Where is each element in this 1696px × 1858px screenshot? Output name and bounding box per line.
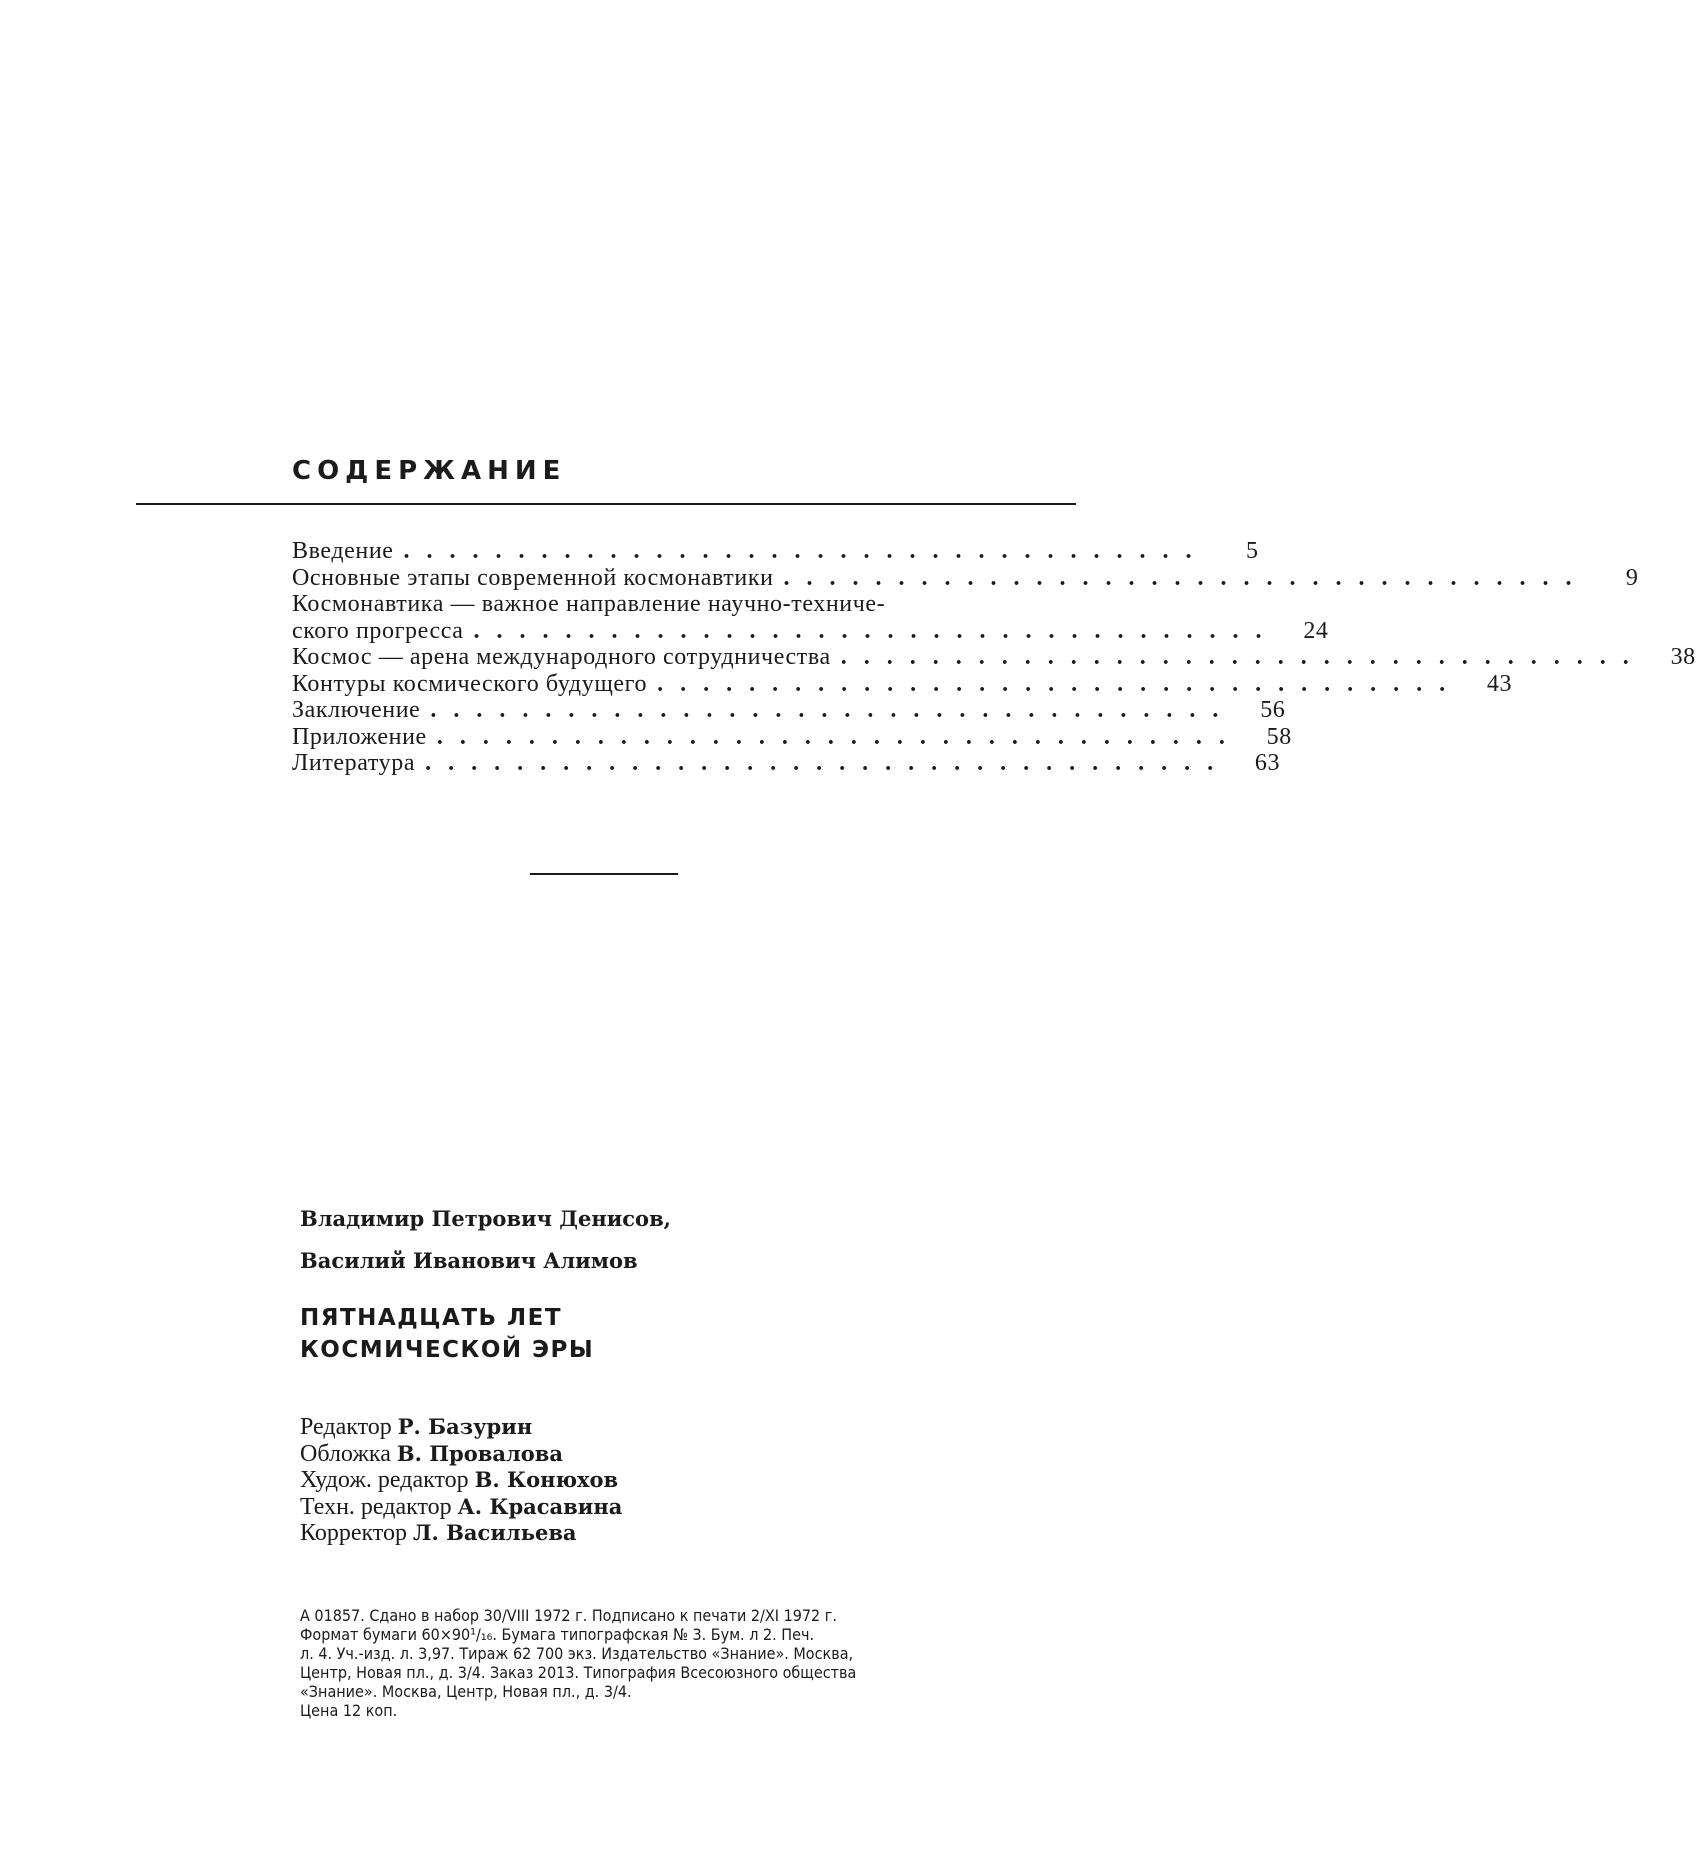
toc-entry-page: 9: [1625, 564, 1639, 591]
author-name: Владимир Петрович Денисов,: [300, 1206, 671, 1231]
book-title-line: ПЯТНАДЦАТЬ ЛЕТ: [300, 1305, 563, 1331]
credit-role: Техн. редактор: [300, 1493, 452, 1520]
toc-dot-leader: ...................................: [425, 750, 1231, 776]
toc-entry: [292, 591, 1329, 644]
table-of-contents: [292, 538, 1696, 777]
toc-entry-title-line1: Космонавтика — важное направление научно-техниче-: [292, 591, 886, 617]
imprint-line: л. 4. Уч.-изд. л. 3,97. Тираж 62 700 экз. Издательство «Знание». Москва,: [300, 1644, 854, 1663]
book-title: [300, 1302, 594, 1366]
credit-role: Редактор: [300, 1414, 392, 1440]
credit-person: А. Красавина: [457, 1493, 623, 1519]
book-title-line: КОСМИЧЕСКОЙ ЭРЫ: [300, 1337, 595, 1363]
toc-dot-leader: ...................................: [840, 644, 1646, 670]
toc-dot-leader: ...................................: [657, 670, 1463, 697]
toc-entry-page: 58: [1266, 723, 1292, 750]
toc-entry-page: 63: [1254, 750, 1281, 776]
toc-entry: [292, 723, 1292, 751]
imprint-line: Цена 12 коп.: [300, 1701, 398, 1720]
toc-entry-page: 56: [1260, 697, 1286, 723]
credit-person: Л. Васильева: [412, 1520, 577, 1545]
toc-entry-title: Приложение: [292, 723, 427, 750]
credit-person: В. Провалова: [396, 1440, 563, 1466]
toc-entry-page: 5: [1245, 538, 1259, 564]
toc-entry: [292, 564, 1639, 592]
toc-entry-title: Космос — арена международного сотрудничества: [292, 644, 831, 670]
credits: [300, 1414, 622, 1547]
toc-heading: СОДЕРЖАНИЕ: [292, 456, 567, 486]
credit-role: Худож. редактор: [300, 1467, 469, 1493]
credit-person: В. Конюхов: [474, 1467, 619, 1492]
credit-person: Р. Базурин: [397, 1414, 533, 1439]
credit-role: Корректор: [300, 1520, 407, 1546]
toc-entry: [292, 750, 1281, 777]
imprint-line: «Знание». Москва, Центр, Новая пл., д. 3/4.: [300, 1682, 632, 1701]
section-divider: [530, 873, 678, 875]
toc-entry-title: Литература: [292, 750, 416, 776]
toc-entry: [292, 670, 1513, 698]
toc-entry-title: Введение: [292, 538, 394, 564]
toc-entry: [292, 644, 1696, 671]
imprint-line: А 01857. Сдано в набор 30/VIII 1972 г. Подписано к печати 2/XI 1972 г.: [300, 1606, 837, 1625]
credit-role: Обложка: [300, 1440, 391, 1467]
toc-divider: [136, 503, 1076, 505]
authors: [300, 1198, 671, 1282]
author-name: Василий Иванович Алимов: [300, 1248, 638, 1273]
toc-dot-leader: ...................................: [436, 723, 1242, 750]
imprint-line: Центр, Новая пл., д. 3/4. Заказ 2013. Типография Всесоюзного общества: [300, 1663, 857, 1682]
toc-entry-title: Контуры космического будущего: [292, 670, 648, 697]
toc-dot-leader: ...................................: [403, 538, 1209, 564]
toc-dot-leader: ...................................: [783, 564, 1589, 591]
toc-entry-title: Заключение: [292, 697, 421, 723]
toc-entry: [292, 538, 1259, 565]
toc-dot-leader: ...................................: [473, 617, 1279, 644]
credit-line: [300, 1414, 622, 1441]
credit-line: [300, 1520, 622, 1547]
toc-entry-title-line2: ского прогресса: [292, 617, 464, 644]
toc-dot-leader: ...................................: [430, 697, 1236, 723]
toc-entry-page: 43: [1486, 670, 1513, 697]
imprint-line: Формат бумаги 60×90¹/₁₆. Бумага типографская № 3. Бум. л 2. Печ.: [300, 1625, 815, 1644]
toc-entry-title: Основные этапы современной космонавтики: [292, 564, 774, 591]
toc-entry: [292, 697, 1286, 724]
credit-line: [300, 1467, 622, 1494]
credit-line: [300, 1441, 622, 1468]
toc-entry-page: 24: [1303, 617, 1329, 644]
credit-line: [300, 1494, 622, 1521]
publication-imprint: [300, 1606, 1080, 1720]
toc-entry-page: 38: [1670, 644, 1696, 670]
